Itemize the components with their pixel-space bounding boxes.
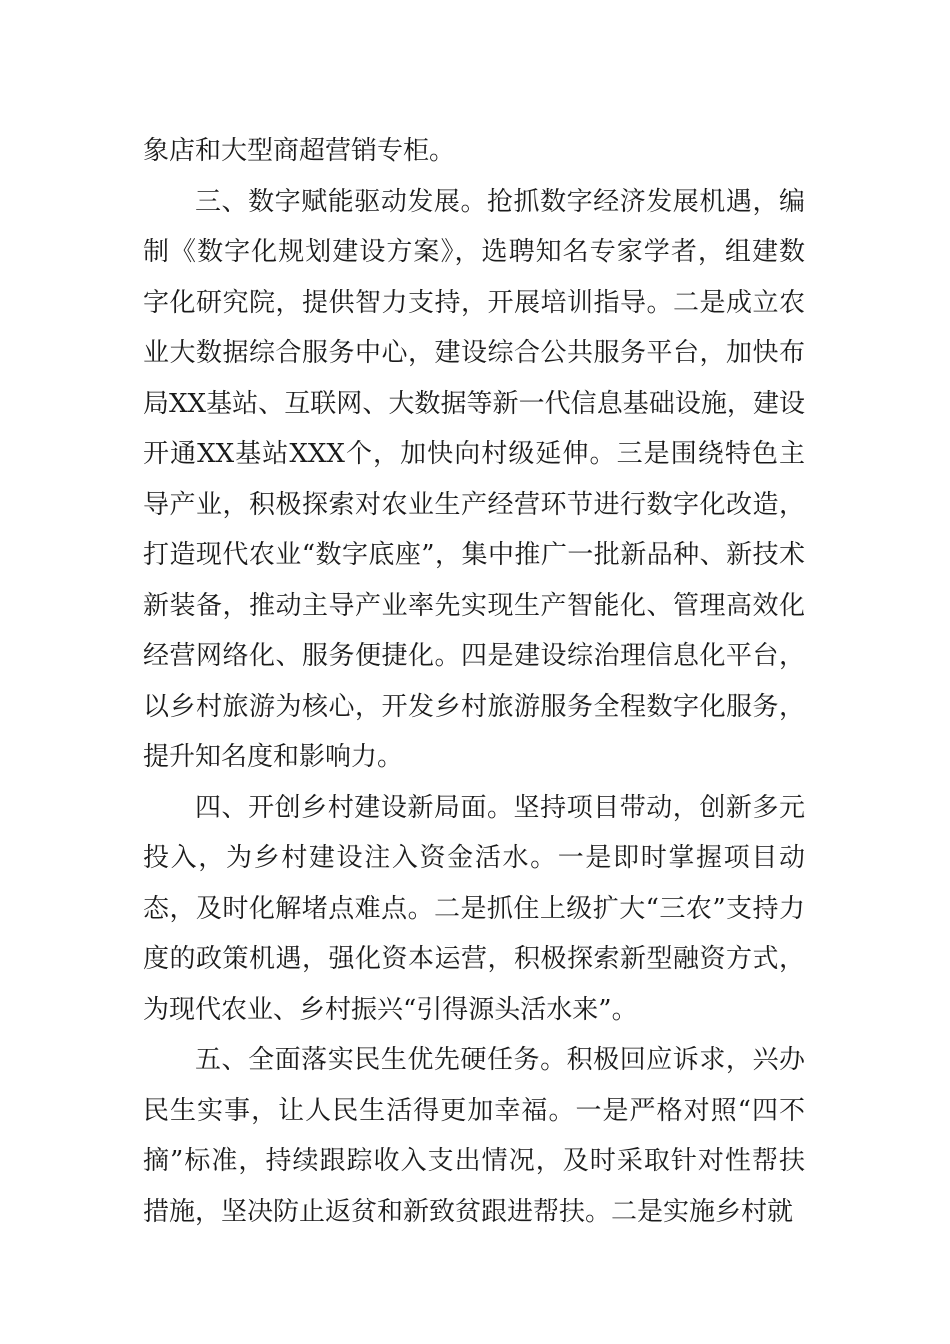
paragraph-section-3: 三、数字赋能驱动发展。抢抓数字经济发展机遇，编制《数字化规划建设方案》，选聘知名专家学者，组建数字化研究院，提供智力支持，开展培训指导。二是成立农业大数据综合服务中心，建设综合公共服务平台，加快布局XX基站、互联网、大数据等新一代信息基础设施，建设开通XX基站XXX个，加快向村级延伸。三是围绕特色主导产业，积极探索对农业生产经营环节进行数字化改造，打造现代农业“数字底座”，集中推广一批新品种、新技术新装备，推动主导产业率先实现生产智能化、管理高效化经营网络化、服务便捷化。四是建设综治理信息化平台，以乡村旅游为核心，开发乡村旅游服务全程数字化服务，提升知名度和影响力。 bbox=[143, 186, 805, 772]
paragraph-section-4: 四、开创乡村建设新局面。坚持项目带动，创新多元投入，为乡村建设注入资金活水。一是即时掌握项目动态，及时化解堵点难点。二是抓住上级扩大“三农”支持力度的政策机遇，强化资本运营，积极探索新型融资方式，为现代农业、乡村振兴“引得源头活水来”。 bbox=[143, 792, 805, 1025]
document-body bbox=[143, 126, 805, 1237]
paragraph-section-5: 五、全面落实民生优先硬任务。积极回应诉求，兴办民生实事，让人民生活得更加幸福。一是严格对照“四不摘”标准，持续跟踪收入支出情况，及时采取针对性帮扶措施，坚决防止返贫和新致贫跟进帮扶。二是实施乡村就 bbox=[143, 1045, 805, 1227]
paragraph-continuation: 象店和大型商超营销专柜。 bbox=[143, 136, 456, 166]
